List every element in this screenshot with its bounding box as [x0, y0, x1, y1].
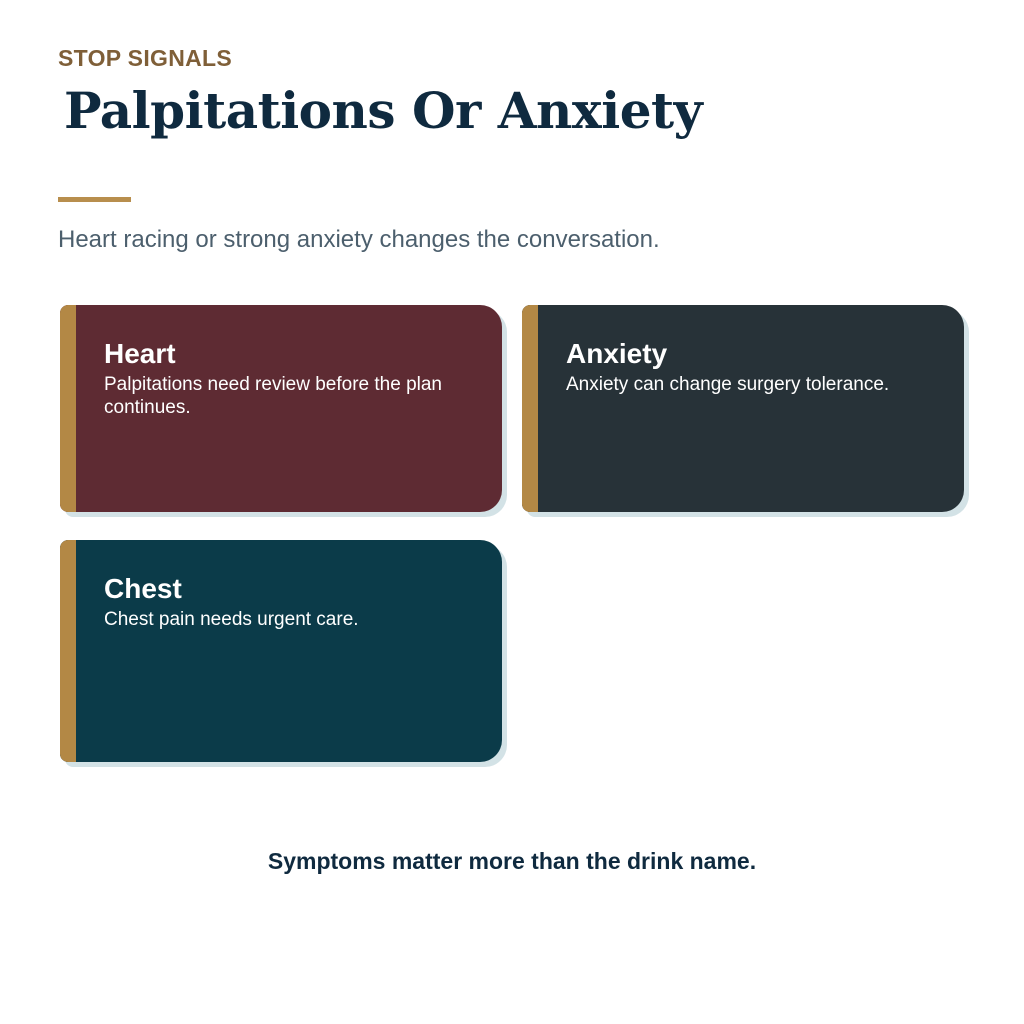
card-anxiety: [522, 305, 964, 512]
card-title: Heart: [104, 338, 176, 369]
card-body: Anxiety can change surgery tolerance.: [566, 374, 890, 395]
card-body: Chest pain needs urgent care.: [104, 609, 359, 630]
card-accent-bar: [60, 305, 76, 512]
title-divider: [58, 197, 131, 202]
card-body: Palpitations need review before the plan continues.: [104, 374, 443, 418]
card-title: Chest: [104, 573, 182, 604]
card-accent-bar: [60, 540, 76, 762]
card-accent-bar: [522, 305, 538, 512]
footer-note: Symptoms matter more than the drink name.: [267, 848, 757, 874]
eyebrow-label: STOP SIGNALS: [58, 45, 233, 71]
card-title: Anxiety: [566, 338, 668, 369]
card-chest: [60, 540, 502, 762]
card-heart: [60, 305, 502, 512]
page-subtitle: Heart racing or strong anxiety changes the conversation.: [58, 226, 660, 253]
page-title: Palpitations Or Anxiety: [64, 81, 703, 140]
